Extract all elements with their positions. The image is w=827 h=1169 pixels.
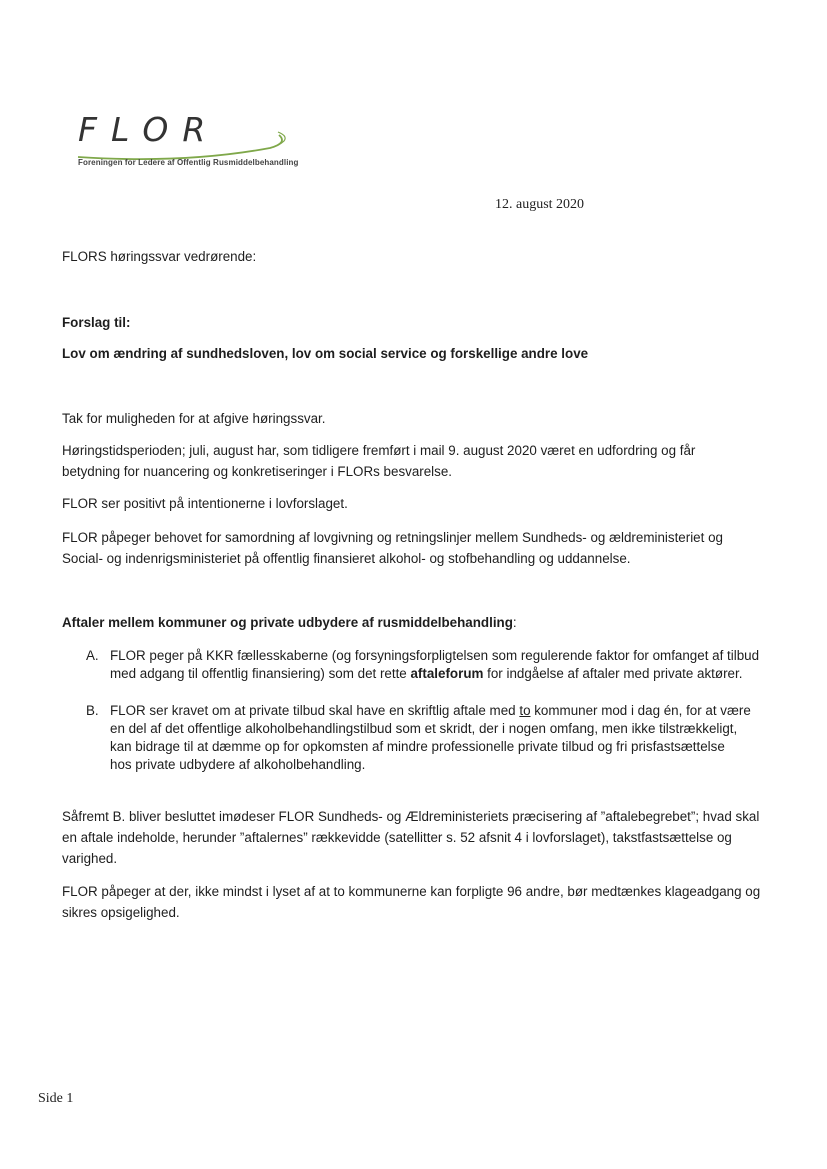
positive-paragraph: FLOR ser positivt på intentionerne i lovforslaget. (62, 496, 348, 511)
logo-subtitle: Foreningen for Ledere af Offentlig Rusmiddelbehandling (78, 158, 299, 167)
point-a-line-2-end: for indgåelse af aftaler med private aktører. (483, 666, 743, 681)
section-heading-text: Aftaler mellem kommuner og private udbydere af rusmiddelbehandling (62, 615, 513, 630)
point-b-marker: B. (86, 703, 99, 718)
coordination-paragraph-line-2: Social- og indenrigsministeriet på offentlig finansieret alkohol- og stofbehandling og uddannelse. (62, 551, 631, 566)
point-b-line-4: hos private udbydere af alkoholbehandling. (110, 757, 366, 772)
point-a-marker: A. (86, 648, 99, 663)
point-a-line-2-start: med adgang til offentlig finansiering) som det rette (110, 666, 411, 681)
point-a-line-2 (110, 663, 742, 684)
point-a-keyword: aftaleforum (410, 666, 484, 681)
closing-paragraph-1-line-2: en aftale indeholde, herunder ”aftalernes” rækkevidde (satellitter s. 52 afsnit 4 i lovforslaget), takstfastsættelse og (62, 830, 732, 845)
logo-wordmark: FLOR (78, 110, 220, 149)
point-a-line-1: FLOR peger på KKR fællesskaberne (og forsyningsforpligtelsen som regulerende faktor for omfanget af tilbud (110, 648, 760, 663)
point-b-line-3: kan bidrage til at dæmme op for opkomsten af mindre professionelle private tilbud og fri prisfastsættelse (110, 739, 725, 754)
law-title: Lov om ændring af sundhedsloven, lov om social service og forskellige andre love (62, 346, 589, 361)
letter-date: 12. august 2020 (495, 197, 585, 212)
point-b-line-2: en del af det offentlige alkoholbehandlingstilbud som et skridt, der i nogen omfang, men ikke tilstrækkeligt, (110, 721, 738, 736)
point-b-line-1-start: FLOR ser kravet om at private tilbud skal have en skriftlig aftale med (110, 703, 520, 718)
period-paragraph-line-2: betydning for nuancering og konkretiseringer i FLORs besvarelse. (62, 464, 453, 479)
coordination-paragraph-line-1: FLOR påpeger behovet for samordning af lovgivning og retningslinjer mellem Sundheds- og ældreministeriet og (62, 530, 723, 545)
section-heading-colon: : (512, 615, 517, 630)
point-b-underlined-word: to (519, 703, 531, 718)
forslag-heading: Forslag til: (62, 315, 131, 330)
flor-logo (74, 108, 314, 178)
closing-paragraph-1-line-3: varighed. (62, 851, 118, 866)
thanks-paragraph: Tak for muligheden for at afgive høringssvar. (62, 411, 326, 426)
period-paragraph-line-1: Høringstidsperioden; juli, august har, som tidligere fremført i mail 9. august 2020 været en udfordring og får (62, 443, 696, 458)
closing-paragraph-1-line-1: Såfremt B. bliver besluttet imødeser FLOR Sundheds- og Ældreministeriets præcisering af ”aftalebegrebet”; hvad skal (62, 809, 760, 824)
closing-paragraph-2-line-1: FLOR påpeger at der, ikke mindst i lyset af at to kommunerne kan forpligte 96 andre, bør medtænkes klageadgang og (62, 884, 761, 899)
intro-line: FLORS høringssvar vedrørende: (62, 249, 257, 264)
point-b-line-1-end: kommuner mod i dag én, for at være (530, 703, 751, 718)
section-heading (62, 612, 517, 633)
closing-paragraph-2-line-2: sikres opsigelighed. (62, 905, 180, 920)
page-number: Side 1 (38, 1091, 74, 1106)
